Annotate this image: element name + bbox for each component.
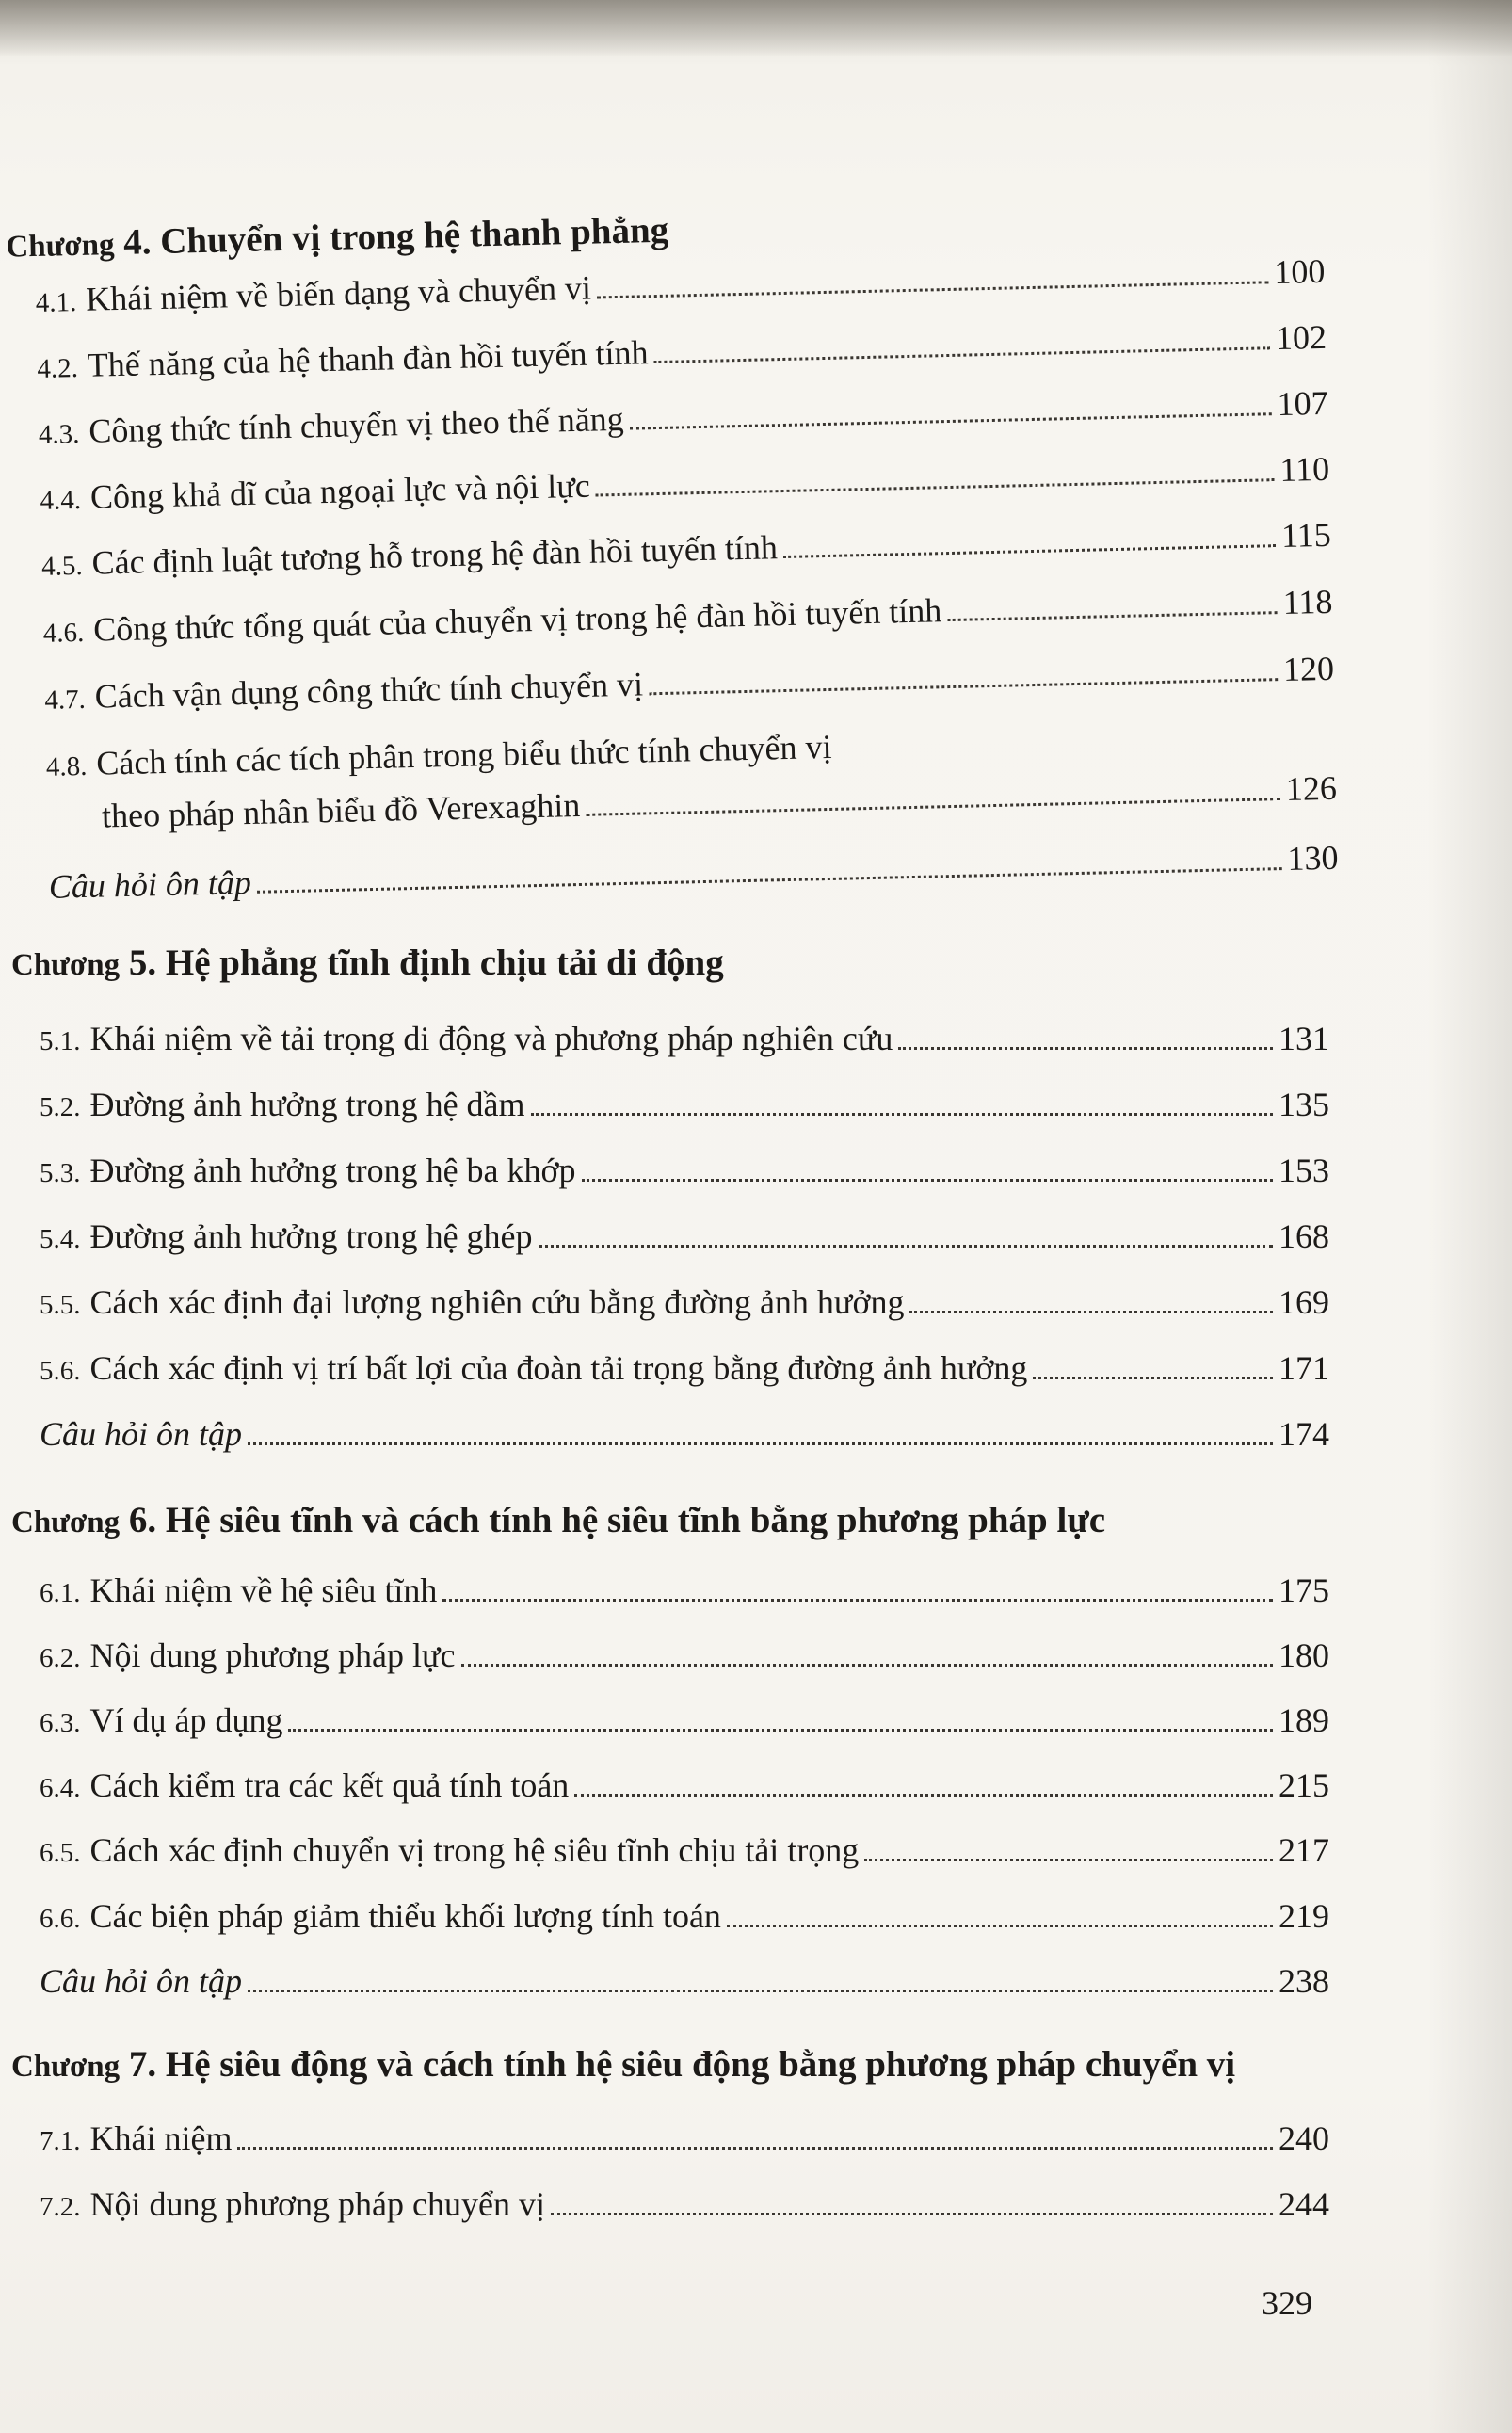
entry-title: Các biện pháp giảm thiểu khối lượng tính toán bbox=[89, 1897, 721, 1935]
entry-page-number: 219 bbox=[1279, 1897, 1329, 1935]
dot-leader bbox=[574, 1794, 1273, 1797]
dot-leader bbox=[783, 544, 1276, 558]
dot-leader bbox=[947, 611, 1277, 621]
entry-number: 5.4. bbox=[40, 1224, 81, 1254]
entry-title: Công thức tổng quát của chuyển vị trong hệ đàn hồi tuyến tính bbox=[92, 591, 942, 649]
entry-page-number: 102 bbox=[1275, 317, 1327, 358]
toc-entry-7-2[interactable] bbox=[40, 2184, 1329, 2224]
entry-page-number: 130 bbox=[1287, 838, 1339, 878]
entry-number: 5.1. bbox=[40, 1026, 81, 1056]
entry-page-number: 217 bbox=[1279, 1831, 1329, 1869]
entry-number: 4.5. bbox=[40, 550, 83, 582]
dot-leader bbox=[586, 798, 1280, 816]
review-title: Câu hỏi ôn tập bbox=[40, 1415, 243, 1453]
toc-entry-4-4[interactable] bbox=[40, 449, 1330, 518]
dot-leader bbox=[597, 281, 1269, 298]
toc-entry-7-1[interactable] bbox=[40, 2119, 1329, 2158]
entry-page-number: 215 bbox=[1279, 1766, 1329, 1804]
entry-number: 6.5. bbox=[40, 1838, 81, 1868]
entry-title: Cách vận dụng công thức tính chuyển vị bbox=[94, 665, 644, 716]
dot-leader bbox=[596, 478, 1275, 496]
entry-number: 6.2. bbox=[40, 1643, 81, 1673]
toc-entry-4-6[interactable] bbox=[42, 582, 1333, 651]
entry-title: Nội dung phương pháp lực bbox=[89, 1636, 456, 1674]
toc-entry-6-2[interactable] bbox=[40, 1635, 1329, 1675]
entry-title: Các định luật tương hỗ trong hệ đàn hồi tuyến tính bbox=[91, 528, 779, 582]
entry-number: 5.6. bbox=[40, 1356, 81, 1386]
review-title: Câu hỏi ôn tập bbox=[48, 862, 252, 906]
toc-entry-5-1[interactable] bbox=[40, 1019, 1329, 1058]
entry-page-number: 131 bbox=[1279, 1020, 1329, 1057]
entry-title: Khái niệm về biến dạng và chuyển vị bbox=[85, 268, 592, 318]
dot-leader bbox=[442, 1599, 1273, 1602]
entry-page-number: 174 bbox=[1279, 1415, 1329, 1453]
entry-number: 4.3. bbox=[38, 418, 80, 450]
entry-page-number: 240 bbox=[1279, 2119, 1329, 2157]
toc-entry-6-5[interactable] bbox=[40, 1830, 1329, 1870]
dot-leader bbox=[582, 1179, 1273, 1182]
entry-title: Cách kiểm tra các kết quả tính toán bbox=[89, 1766, 570, 1804]
dot-leader bbox=[539, 1245, 1273, 1248]
dot-leader bbox=[898, 1047, 1273, 1050]
entry-title: Cách xác định đại lượng nghiên cứu bằng đường ảnh hưởng bbox=[89, 1283, 905, 1321]
toc-entry-4-3[interactable] bbox=[38, 383, 1328, 452]
entry-number: 5.3. bbox=[40, 1158, 81, 1188]
toc-entry-5-4[interactable] bbox=[40, 1216, 1329, 1256]
chapter-title-text: 4. Chuyển vị trong hệ thanh phẳng bbox=[122, 209, 669, 263]
toc-entry-4-2[interactable] bbox=[37, 317, 1327, 386]
entry-page-number: 126 bbox=[1285, 768, 1338, 808]
entry-title: Khái niệm về hệ siêu tĩnh bbox=[89, 1571, 438, 1609]
entry-page-number: 238 bbox=[1279, 1962, 1329, 2000]
toc-review-ch6[interactable] bbox=[40, 1961, 1329, 2001]
chapter-title-text: 7. Hệ siêu động và cách tính hệ siêu động bằng phương pháp chuyển vị bbox=[128, 2044, 1236, 2085]
toc-entry-6-3[interactable] bbox=[40, 1700, 1329, 1740]
dot-leader bbox=[864, 1859, 1273, 1861]
dot-leader bbox=[909, 1311, 1273, 1313]
entry-number: 7.1. bbox=[40, 2126, 81, 2156]
entry-page-number: 189 bbox=[1279, 1701, 1329, 1739]
entry-number: 6.6. bbox=[40, 1904, 81, 1934]
toc-entry-4-7[interactable] bbox=[44, 649, 1335, 717]
entry-title: Đường ảnh hưởng trong hệ ghép bbox=[89, 1217, 533, 1255]
toc-entry-5-6[interactable] bbox=[40, 1348, 1329, 1388]
chapter-title-text: 5. Hệ phẳng tĩnh định chịu tải di động bbox=[128, 943, 724, 983]
entry-page-number: 120 bbox=[1282, 649, 1335, 689]
chapter-prefix: Chương bbox=[11, 948, 121, 982]
entry-page-number: 100 bbox=[1273, 251, 1326, 292]
chapter-4-heading bbox=[6, 209, 669, 266]
entry-page-number: 244 bbox=[1279, 2185, 1329, 2223]
entry-page-number: 171 bbox=[1279, 1349, 1329, 1387]
toc-review-ch5[interactable] bbox=[40, 1414, 1329, 1454]
entry-page-number: 153 bbox=[1279, 1152, 1329, 1189]
entry-page-number: 175 bbox=[1279, 1571, 1329, 1609]
entry-title: Khái niệm bbox=[89, 2119, 233, 2157]
chapter-6-heading bbox=[11, 1499, 1105, 1541]
entry-title: Cách tính các tích phân trong biểu thức tính chuyển vị bbox=[95, 727, 832, 782]
toc-entry-4-1[interactable] bbox=[35, 251, 1326, 320]
entry-number: 5.5. bbox=[40, 1290, 81, 1320]
entry-title: Khái niệm về tải trọng di động và phương pháp nghiên cứu bbox=[89, 1020, 893, 1057]
entry-title: Nội dung phương pháp chuyển vị bbox=[89, 2185, 545, 2223]
entry-number: 6.1. bbox=[40, 1578, 81, 1608]
toc-entry-4-8[interactable] bbox=[45, 716, 1337, 837]
entry-page-number: 107 bbox=[1277, 383, 1328, 424]
entry-title: Công thức tính chuyển vị theo thế năng bbox=[88, 399, 625, 450]
page-number: 329 bbox=[1262, 2284, 1312, 2322]
chapter-4-section bbox=[0, 0, 1501, 906]
dot-leader bbox=[248, 1442, 1273, 1445]
entry-title: Cách xác định chuyển vị trong hệ siêu tĩnh chịu tải trọng bbox=[89, 1831, 860, 1869]
entry-page-number: 135 bbox=[1279, 1086, 1329, 1123]
entry-title-continued: theo pháp nhân biểu đồ Verexaghin bbox=[101, 785, 581, 835]
toc-entry-5-3[interactable] bbox=[40, 1151, 1329, 1190]
entry-number: 6.3. bbox=[40, 1708, 81, 1738]
chapter-7-heading bbox=[11, 2043, 1235, 2086]
entry-number: 4.8. bbox=[45, 750, 88, 782]
review-title: Câu hỏi ôn tập bbox=[40, 1962, 243, 2000]
entry-page-number: 115 bbox=[1280, 515, 1332, 556]
dot-leader bbox=[630, 412, 1272, 429]
entry-title: Công khả dĩ của ngoại lực và nội lực bbox=[89, 466, 591, 516]
dot-leader bbox=[1033, 1377, 1273, 1379]
toc-entry-6-6[interactable] bbox=[40, 1896, 1329, 1936]
toc-entry-4-5[interactable] bbox=[41, 515, 1332, 584]
entry-number: 7.2. bbox=[40, 2192, 81, 2222]
dot-leader bbox=[288, 1729, 1273, 1732]
dot-leader bbox=[237, 2147, 1273, 2150]
dot-leader bbox=[649, 678, 1278, 695]
entry-title: Đường ảnh hưởng trong hệ dầm bbox=[89, 1086, 525, 1123]
dot-leader bbox=[654, 346, 1271, 363]
toc-entry-6-1[interactable] bbox=[40, 1571, 1329, 1610]
entry-number: 4.2. bbox=[37, 352, 79, 384]
chapter-title-text: 6. Hệ siêu tĩnh và cách tính hệ siêu tĩnh bằng phương pháp lực bbox=[128, 1500, 1106, 1540]
entry-number: 4.1. bbox=[35, 286, 77, 318]
entry-number: 4.6. bbox=[42, 617, 85, 649]
entry-page-number: 169 bbox=[1279, 1283, 1329, 1321]
dot-leader bbox=[257, 867, 1282, 894]
entry-title: Cách xác định vị trí bất lợi của đoàn tải trọng bằng đường ảnh hưởng bbox=[89, 1349, 1028, 1387]
dot-leader bbox=[248, 1990, 1273, 1992]
entry-title: Thế năng của hệ thanh đàn hồi tuyến tính bbox=[87, 333, 649, 384]
entry-number: 5.2. bbox=[40, 1092, 81, 1122]
entry-page-number: 180 bbox=[1279, 1636, 1329, 1674]
toc-review-ch4[interactable] bbox=[48, 838, 1339, 907]
dot-leader bbox=[551, 2213, 1273, 2215]
dot-leader bbox=[727, 1925, 1273, 1927]
dot-leader bbox=[531, 1113, 1273, 1116]
chapter-prefix: Chương bbox=[11, 2050, 121, 2084]
entry-page-number: 110 bbox=[1279, 449, 1330, 490]
entry-number: 4.7. bbox=[44, 684, 87, 716]
entry-page-number: 168 bbox=[1279, 1217, 1329, 1255]
toc-entry-5-2[interactable] bbox=[40, 1085, 1329, 1124]
chapter-prefix: Chương bbox=[6, 228, 115, 265]
dot-leader bbox=[461, 1664, 1273, 1667]
entry-number: 6.4. bbox=[40, 1773, 81, 1803]
entry-title: Đường ảnh hưởng trong hệ ba khớp bbox=[89, 1152, 576, 1189]
chapter-5-heading bbox=[11, 942, 724, 984]
toc-entry-6-4[interactable] bbox=[40, 1765, 1329, 1805]
entry-title: Ví dụ áp dụng bbox=[89, 1701, 283, 1739]
entry-page-number: 118 bbox=[1282, 582, 1333, 621]
entry-number: 4.4. bbox=[40, 484, 82, 516]
toc-entry-5-5[interactable] bbox=[40, 1282, 1329, 1322]
chapter-prefix: Chương bbox=[11, 1506, 121, 1539]
